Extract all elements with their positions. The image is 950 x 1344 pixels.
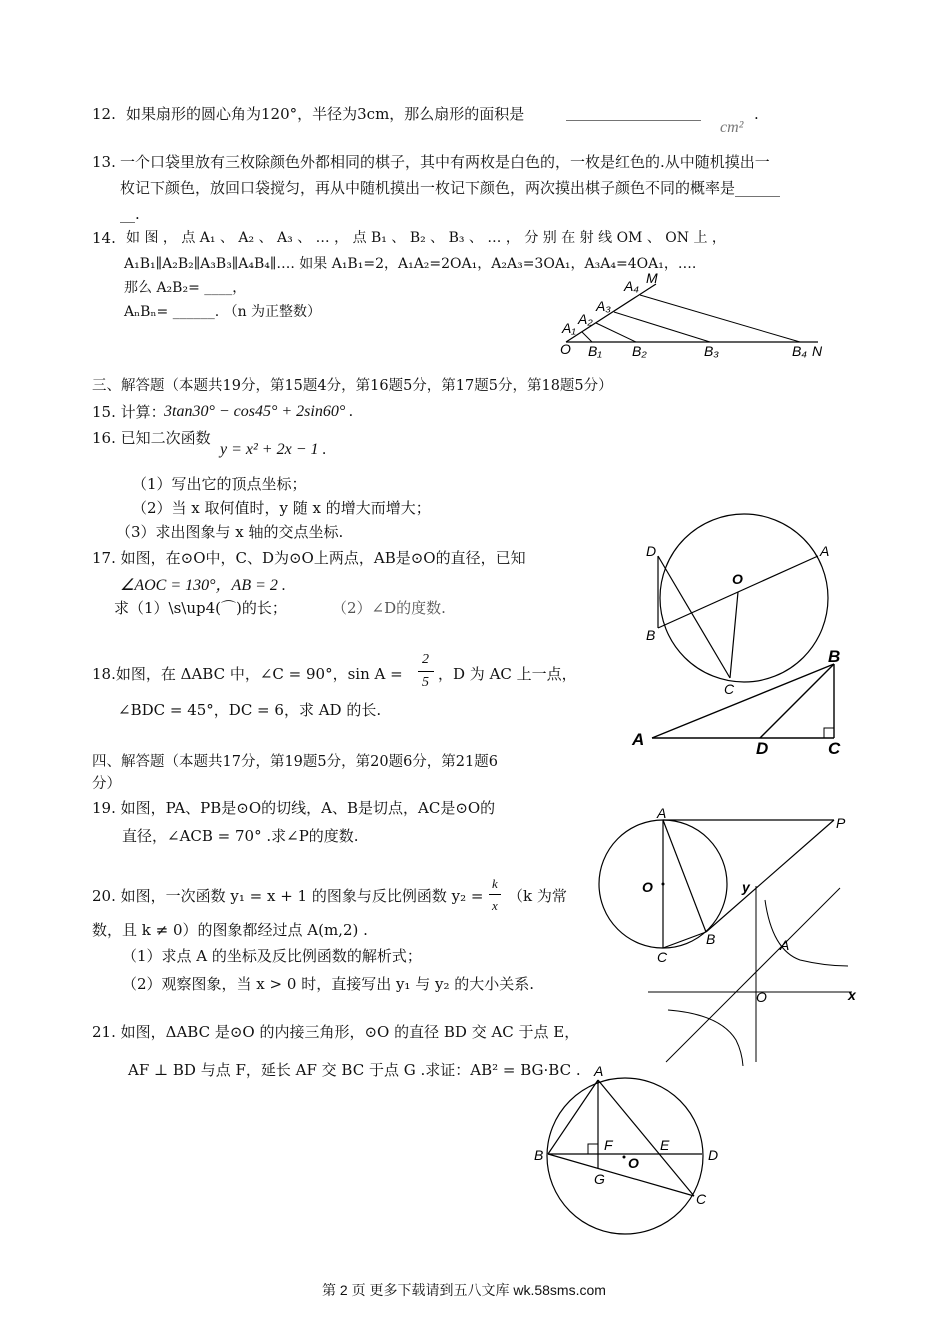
q20-line1b: （k 为常 (508, 887, 567, 905)
section4-heading-line1: 四、解答题（本题共17分，第19题5分，第20题6分，第21题6 (92, 754, 498, 770)
q20-line1a: 20. 如图，一次函数 y₁ = x + 1 的图象与反比例函数 y₂ = (92, 887, 484, 905)
q18-frac-den: 5 (422, 675, 429, 690)
q14-line4: AₙBₙ= ______. （n 为正整数） (124, 304, 322, 320)
q17-line3a: 求（1）\s\up4(⌒)的长； (114, 599, 287, 617)
q21-label-D: D (708, 1147, 719, 1163)
q20-label-A: A (780, 937, 790, 953)
q17-line3b: （2）∠D的度数. (332, 599, 446, 617)
q13-number: 13. (92, 153, 116, 171)
q21-line2: AF ⊥ BD 与点 F，延长 AF 交 BC 于点 G .求证：AB² = BG·BC . (128, 1061, 581, 1079)
q18-line1a: 18.如图，在 ΔABC 中，∠C = 90°，sin A = (92, 665, 403, 683)
q21-label-B: B (534, 1147, 544, 1163)
section3-heading: 三、解答题（本题共19分，第15题4分，第16题5分，第17题5分，第18题5分） (92, 378, 613, 394)
q18-line2: ∠BDC = 45°，DC = 6，求 AD 的长. (118, 701, 382, 719)
q19-line2: 直径，∠ACB = 70° .求∠P的度数. (122, 827, 359, 845)
q14-label-A2: A₂ (578, 311, 593, 327)
q18-label-B: B (828, 647, 841, 666)
q16-part2: （2）当 x 取何值时，y 随 x 的增大而增大； (132, 499, 431, 517)
q19-label-A: A (657, 805, 667, 821)
q15-text: 15. 计算： (92, 403, 166, 421)
q12-blank: __________________ (566, 103, 701, 121)
q12-text: 如果扇形的圆心角为120°，半径为3cm，那么扇形的面积是 (126, 105, 525, 123)
q14-label-B3: B₃ (704, 343, 719, 359)
q14-line1: 如 图 ， 点 A₁ 、 A₂ 、 A₃ 、 … ， 点 B₁ 、 B₂ 、 B₃ 、 … ， 分 别 在 射 线 OM 、 ON 上 ， (126, 230, 726, 246)
section4-heading-line2: 分） (92, 776, 121, 792)
page-footer: 第 2 页 更多下载请到五八文库 wk.58sms.com (322, 1282, 606, 1298)
q16-expr: y = x² + 2x − 1 . (220, 441, 327, 458)
q21-label-F: F (604, 1137, 613, 1153)
q14-label-A1: A₁ (562, 320, 576, 336)
q14-label-B4: B₄ (792, 343, 807, 359)
q12-number: 12. (92, 105, 116, 123)
q21-label-G: G (594, 1171, 605, 1187)
q20-part1: （1）求点 A 的坐标及反比例函数的解析式； (122, 947, 422, 965)
q13-line2: 枚记下颜色，放回口袋搅匀，再从中随机摸出一枚记下颜色，两次摸出棋子颜色不同的概率是______ (120, 179, 781, 197)
q16-text: 16. 已知二次函数 (92, 429, 211, 447)
q20-line2: 数，且 k ≠ 0）的图象都经过点 A(m,2) . (92, 921, 368, 939)
q18-label-A: A (632, 730, 645, 749)
q12-end: . (754, 105, 759, 123)
q16-part1: （1）写出它的顶点坐标； (132, 475, 307, 493)
q20-label-O: O (756, 989, 767, 1005)
q17-label-O: O (732, 571, 743, 587)
q20-frac-den: x (492, 898, 498, 913)
q15-expr: 3tan30° − cos45° + 2sin60° . (164, 403, 354, 420)
q21-label-O: O (628, 1155, 639, 1171)
q14-number: 14. (92, 229, 116, 247)
q19-label-O: O (642, 879, 653, 895)
q14-line2: A₁B₁∥A₂B₂∥A₃B₃∥A₄B₄∥…. 如果 A₁B₁=2，A₁A₂=2OA₁，A₂A₃=3OA₁，A₃A₄=4OA₁，…. (124, 256, 697, 272)
q19-label-P: P (836, 815, 846, 831)
q17-label-A: A (820, 543, 830, 559)
q21-line1: 21. 如图，ΔABC 是⊙O 的内接三角形，⊙O 的直径 BD 交 AC 于点 E， (92, 1023, 580, 1041)
q14-label-B1: B₁ (588, 343, 602, 359)
q14-label-N: N (812, 343, 823, 359)
q13-line3: __. (120, 205, 140, 223)
q17-line1: 17. 如图，在⊙O中，C、D为⊙O上两点，AB是⊙O的直径，已知 (92, 549, 526, 567)
q14-label-B2: B₂ (632, 343, 647, 359)
q20-part2: （2）观察图象，当 x > 0 时，直接写出 y₁ 与 y₂ 的大小关系. (122, 975, 535, 993)
q14-label-M: M (646, 270, 658, 286)
q18-label-C: C (828, 739, 841, 758)
q14-line3: 那么 A₂B₂= ____， (124, 280, 247, 296)
q18-frac-num: 2 (422, 652, 429, 667)
q18-label-D: D (756, 739, 769, 758)
q20-label-x: x (848, 987, 856, 1003)
q17-label-C: C (724, 681, 735, 697)
q14-label-O: O (560, 341, 571, 357)
q17-label-B: B (646, 627, 656, 643)
q13-line1: 一个口袋里放有三枚除颜色外都相同的棋子，其中有两枚是白色的，一枚是红色的.从中随机摸出一 (120, 153, 770, 171)
q21-label-A: A (594, 1063, 604, 1079)
q17-line2: ∠AOC = 130°，AB = 2 . (120, 577, 286, 594)
q21-label-C: C (696, 1191, 707, 1207)
q19-line1: 19. 如图，PA、PB是⊙O的切线，A、B是切点，AC是⊙O的 (92, 799, 496, 817)
q20-frac-num: k (492, 876, 498, 891)
q19-label-B: B (706, 931, 716, 947)
q19-label-C: C (657, 949, 668, 965)
q14-label-A4: A₄ (624, 278, 639, 294)
q18-line1b: ，D 为 AC 上一点， (438, 665, 577, 683)
q20-label-y: y (742, 879, 750, 895)
q14-label-A3: A₃ (596, 298, 611, 314)
q17-label-D: D (646, 543, 657, 559)
q16-part3: （3）求出图象与 x 轴的交点坐标. (116, 523, 344, 541)
q21-label-E: E (660, 1137, 670, 1153)
q12-unit: cm² (720, 119, 744, 136)
